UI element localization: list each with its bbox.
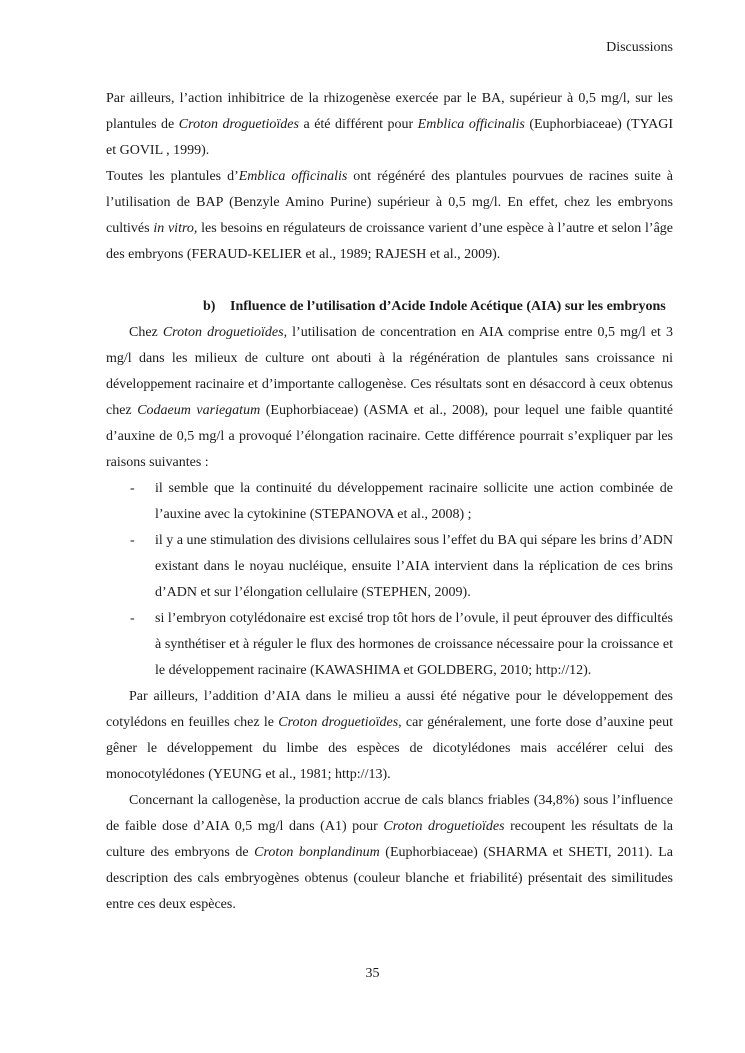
paragraph-4 <box>106 684 673 788</box>
list-item-text: si l’embryon cotylédonaire est excisé trop tôt hors de l’ovule, il peut éprouver des difficultés à synthétiser et à réguler le flux des hormones de croissance nécessaire pour la croissance et le développement racinaire (KAWASHIMA et GOLDBERG, 2010; http://12). <box>155 611 673 678</box>
text-run: les besoins en régulateurs de croissance varient d’une espèce à l’autre et selon l’âge des embryons (FERAUD-KELIER et al., 1989; RAJESH et al., 2009). <box>106 221 674 262</box>
paragraph-1 <box>106 86 673 164</box>
text-run: (Euphorbiaceae) (SHARMA et SHETI, 2011). La description des cals embryogènes obtenus (couleur blanche et friabilité) présentait des similitudes entre ces deux espèces. <box>106 845 673 912</box>
species-name: Croton droguetioïdes <box>383 819 505 834</box>
text-run: Par ailleurs, l’addition d’AIA dans le milieu a aussi été négative pour le développement des cotylédons en feuilles chez le <box>106 689 673 730</box>
heading-text: Influence de l’utilisation d’Acide Indole Acétique (AIA) sur les embryons <box>230 299 666 314</box>
list-item-text: il y a une stimulation des divisions cellulaires sous l’effet du BA qui sépare les brins d’ADN existant dans le noyau nucléique, ensuite l’AIA intervient dans la réplication de ces brins d’ADN et sur l’élongation cellulaire (STEPHEN, 2009). <box>155 533 673 600</box>
paragraph-3 <box>106 320 673 476</box>
list-item <box>106 528 673 606</box>
species-name: Croton droguetioïdes <box>162 325 284 340</box>
paragraph-5 <box>106 788 673 918</box>
dash-marker: - <box>130 533 135 548</box>
species-name: Codaeum variegatum <box>137 403 261 418</box>
page-body <box>106 86 673 918</box>
species-name: Emblica officinalis <box>417 117 525 132</box>
list-item <box>106 476 673 528</box>
text-run: (Euphorbiaceae) (TYAGI et GOVIL , 1999). <box>106 117 674 158</box>
section-heading <box>203 294 673 320</box>
in-vitro-term: in vitro, <box>153 221 198 236</box>
heading-number: b) <box>203 299 216 314</box>
text-run: Toutes les plantules d’ <box>106 169 239 184</box>
text-run: , l’utilisation de concentration en AIA comprise entre 0,5 mg/l et 3 mg/l dans les milieux de culture ont abouti à la régénération de plantules sans croissance ni développement racinaire et d’importante callogenèse. Ces résultats sont en désaccord à ceux obtenus chez <box>106 325 673 418</box>
dash-marker: - <box>130 481 135 496</box>
text-run: (Euphorbiaceae) (ASMA et al., 2008), pour lequel une faible quantité d’auxine de 0,5 mg/l a provoqué l’élongation racinaire. Cette différence pourrait s’expliquer par les raisons suivantes : <box>106 403 673 470</box>
text-run: a été différent pour <box>298 117 418 132</box>
running-header: Discussions <box>606 40 673 55</box>
list-item-text: il semble que la continuité du développement racinaire sollicite une action combinée de l’auxine avec la cytokinine (STEPANOVA et al., 2008) ; <box>155 481 673 522</box>
text-run: ont régénéré des plantules pourvues de racines suite à l’utilisation de BAP (Benzyle Amino Purine) supérieur à 0,5 mg/l. En effet, chez les embryons cultivés <box>106 169 673 236</box>
text-run: Chez <box>129 325 163 340</box>
species-name: Croton bonplandinum <box>254 845 380 860</box>
spacer <box>106 268 673 294</box>
reasons-list <box>106 476 673 684</box>
species-name: Croton droguetioïdes <box>178 117 299 132</box>
paragraph-2 <box>106 164 673 268</box>
text-run: , car généralement, une forte dose d’auxine peut gêner le développement du limbe des espèces de dicotylédones mais accélérer celui des monocotylédones (YEUNG et al., 1981; http://13). <box>106 715 673 782</box>
dash-marker: - <box>130 611 135 626</box>
species-name: Croton droguetioïdes <box>278 715 399 730</box>
text-run: Concernant la callogenèse, la production accrue de cals blancs friables (34,8%) sous l’influence de faible dose d’AIA 0,5 mg/l dans (A1) pour <box>106 793 673 834</box>
species-name: Emblica officinalis <box>238 169 348 184</box>
list-item <box>106 606 673 684</box>
text-run: recoupent les résultats de la culture des embryons de <box>106 819 673 860</box>
text-run: Par ailleurs, l’action inhibitrice de la rhizogenèse exercée par le BA, supérieur à 0,5 mg/l, sur les plantules de <box>106 91 673 132</box>
page-number: 35 <box>365 966 380 981</box>
